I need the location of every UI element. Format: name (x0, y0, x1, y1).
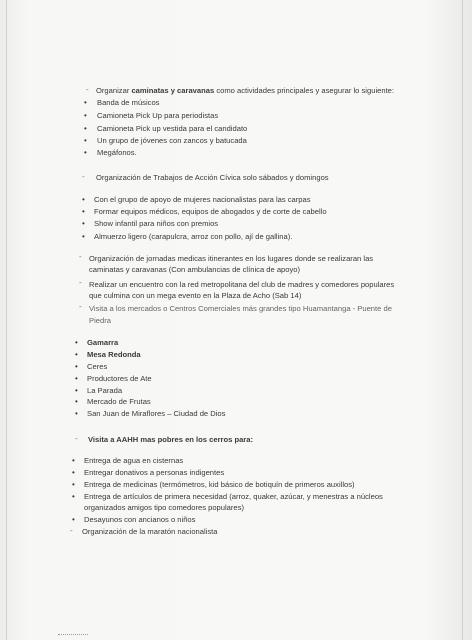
bullet-marker: • (75, 362, 78, 371)
page-edge-left (6, 0, 7, 640)
dash-marker: - (70, 526, 73, 535)
intro-text-pre: Organizar (96, 86, 132, 95)
market-item: San Juan de Miraflores – Ciudad de Dios (87, 409, 226, 418)
list-item: Camioneta Pick up vestida para el candidato (97, 124, 248, 133)
bullet-marker: • (75, 350, 78, 359)
list-item: Con el grupo de apoyo de mujeres nacionalistas para las carpas (94, 195, 311, 204)
bullet-marker: • (72, 468, 75, 477)
bullet-marker: • (75, 338, 78, 347)
market-item: La Parada (87, 386, 123, 395)
bullet-marker: • (72, 480, 75, 489)
dash-marker: - (79, 278, 82, 287)
intro-text-bold: caminatas y caravanas (131, 86, 215, 95)
list-item: Formar equipos médicos, equipos de abogados y de corte de cabello (94, 207, 327, 216)
bullet-marker: • (72, 456, 75, 465)
scan-artifact (58, 634, 88, 636)
intro-text-post: como actividades principales y asegurar lo siguiente: (214, 86, 395, 95)
bullet-marker: • (84, 124, 87, 133)
list-item: Entregar donativos a personas indigentes (84, 468, 225, 477)
bullet-marker: • (84, 98, 87, 107)
paragraph-line: Organización de jornadas medicas itinerantes en los lugares donde se realizaran las (89, 254, 374, 263)
market-item: Productores de Ate (87, 374, 152, 383)
market-item: Mesa Redonda (87, 350, 141, 359)
dash-marker: - (82, 172, 85, 181)
list-item: Desayunos con ancianos o niños (84, 515, 196, 524)
bullet-marker: • (75, 374, 78, 383)
dash-marker: - (75, 434, 78, 443)
list-item: Camioneta Pick Up para periodistas (97, 111, 219, 120)
list-item: Almuerzo ligero (carapulcra, arroz con pollo, ají de gallina). (94, 232, 293, 241)
paragraph-line: que culmina con un mega evento en la Plaza de Acho (Sab 14) (89, 291, 302, 300)
dash-marker: - (79, 302, 82, 311)
dash-marker: - (79, 252, 82, 261)
bullet-marker: • (84, 111, 87, 120)
bullet-marker: • (82, 207, 85, 216)
list-item: Show infantil para niños con premios (94, 219, 219, 228)
paragraph-line: Piedra (89, 316, 111, 325)
list-item-continuation: organizados amigos tipo comedores populares) (84, 503, 244, 512)
bullet-marker: • (75, 397, 78, 406)
market-item: Ceres (87, 362, 108, 371)
section-heading: Organización de Trabajos de Acción Cívica solo sábados y domingos (96, 173, 329, 182)
intro-line (96, 86, 394, 95)
bullet-marker: • (82, 232, 85, 241)
bullet-marker: • (72, 515, 75, 524)
list-item: Un grupo de jóvenes con zancos y batucada (97, 136, 247, 145)
market-item: Mercado de Frutas (87, 397, 151, 406)
bullet-marker: • (75, 409, 78, 418)
list-item: Entrega de medicinas (termómetros, kid básico de botiquín de primeros auxillos) (84, 480, 355, 489)
list-item: Entrega de agua en cisternas (84, 456, 184, 465)
bullet-marker: • (82, 219, 85, 228)
bullet-marker: • (75, 386, 78, 395)
paragraph-line: Realizar un encuentro con la red metropolitana del club de madres y comedores populares (89, 280, 395, 289)
page-edge-right (462, 0, 463, 640)
paragraph-line: caminatas y caravanas (Con ambulancias de clínica de apoyo) (89, 265, 301, 274)
section-heading: Visita a AAHH mas pobres en los cerros para: (88, 435, 254, 444)
list-item: Organización de la maratón nacionalista (82, 527, 218, 536)
bullet-marker: • (72, 492, 75, 501)
bullet-marker: • (84, 136, 87, 145)
bullet-marker: • (84, 148, 87, 157)
market-item: Gamarra (87, 338, 119, 347)
dash-marker: - (86, 85, 89, 94)
list-item: Megáfonos. (97, 148, 137, 157)
bullet-marker: • (82, 195, 85, 204)
list-item: Entrega de artículos de primera necesidad (arroz, quaker, azúcar, y menestras a núcleos (84, 492, 383, 501)
paragraph-line: Visita a los mercados o Centros Comerciales más grandes tipo Huamantanga - Puente de (89, 304, 392, 313)
list-item: Banda de músicos (97, 98, 160, 107)
